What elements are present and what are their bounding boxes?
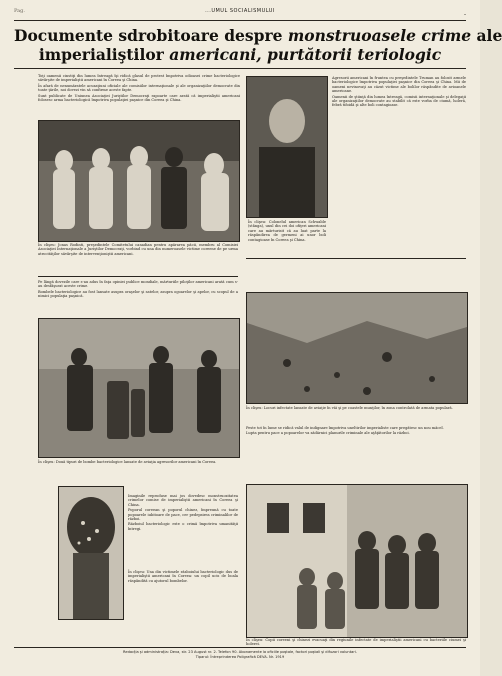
footer (20, 650, 460, 660)
photo-caption: În clişeu: Jonas Rodinti, preşedintele Comitetului canadian pentru apărarea păcii, membru al Comisiei Asociaţiei Internaţionale a Juriştilor Democraţi, vorbind cu una din numeroasele victime coreene de pe urma atrocităţilor săvârşite de intervenţioniştii americani. (38, 243, 238, 256)
photo-child-victim (58, 486, 124, 620)
photo-caption: În clişeu: Una din victimele războiului bacteriologic dus de imperialiştii americani în Coreea: un copil ucis de boala răspândită cu ajutorul bombelor. (128, 570, 238, 583)
photo-caption: În clişeu: Două tipuri de bombe bacteriologice lansate de aviaţia agresorilor americani în Coreea. (38, 460, 217, 464)
footer-line: Tiparul: Întreprinderea Poligrafică DEVA. Nr. 1919 (195, 655, 285, 659)
masthead: ...UMUL SOCIALISMULUI (205, 8, 275, 14)
headline-part: monstruoasele crime (287, 26, 472, 45)
column-rule (246, 258, 466, 259)
photo-victims-meeting (38, 120, 240, 242)
headline-part: americani, purtătorii teriologic (169, 45, 442, 64)
paragraph: Bombele bacteriologice au fost lansate asupra oraşelor şi satelor, asupra ogoarelor şi apelor, cu scopul de a nimici populaţia paşnică. (38, 289, 238, 299)
photo-bomb-containers (38, 318, 240, 458)
paragraph: Pe lângă dovezile care s-au adus în faţa opiniei publice mondiale, mărturiile piloţilor americani arată cum s-au desfăşurat aceste crime. (38, 280, 238, 289)
paragraph: Lupta pentru pace a popoarelor va zădărnici planurile criminale ale aţâţătorilor la război. (246, 431, 410, 436)
page-number: - (463, 11, 466, 18)
bottom-left-article (128, 494, 238, 564)
paragraph: Agresorii americani în fruntea cu preşedintele Truman au folosit armele bacteriologice împotriva populaţiei paşnice din Coreea şi China. Mii de oameni nevinovaţi au căzut victime ale bolilor răspândite de avioanele americane. (332, 76, 466, 94)
paragraph: Peste tot în lume se ridică valul de indignare împotriva uneltirilor imperialiste care pregătesc un nou măcel. (246, 426, 444, 430)
photo-caption: În clişeu: Locuri infectate lansate de aviaţie în văi şi pe coastele munţilor, în zona controlată de armata populară. (246, 406, 453, 410)
headline-part: imperialiştilor (38, 45, 164, 64)
bottom-right-article (246, 426, 466, 480)
paragraph: Imaginile reproduse mai jos dovedesc monstruozitatea crimelor comise de imperialiştii americani în Coreea şi China. (128, 494, 238, 507)
column-rule (38, 276, 238, 277)
photo-infected-ground (246, 292, 468, 404)
paragraph: În afară de nenumăratele acuzaţiuni oficiale ale comisiilor internaţionale şi ale organizaţiilor democrate din toate ţările, noi dovezi vin să confirme aceste fapte. (38, 83, 240, 93)
right-top-article (332, 76, 466, 254)
masthead-rule (14, 20, 466, 21)
headline-rule (14, 68, 466, 69)
paragraph: Toţi oamenii cinstiţi din lumea întreagă îşi ridică glasul de protest împotriva odioasei crime bacteriologice săvârşite de imperialiştii americani în Coreea şi China. (38, 74, 240, 83)
headline-part: ale (476, 26, 502, 45)
paragraph: Sunt publicate de Uniunea Asociaţiei Juriştilor Democraţi rapoarte care arată că imperialiştii americani folosesc arma bacteriologică împotriva populaţiei paşnice din Coreea şi China. (38, 93, 240, 103)
middle-article (38, 280, 238, 314)
corner-mark: Pag. (14, 8, 25, 14)
photo-caption: În clişeu: Copii coreeni şi chinezi evacuaţi din regiunile infectate de imperialiştii americani cu bacteriile ciumei şi holerei. (246, 638, 466, 647)
headline (14, 26, 502, 64)
photo-evacuated-children (246, 484, 468, 638)
intro-article (38, 74, 240, 120)
headline-part: Documente sdrobitoare despre (14, 26, 283, 45)
footer-rule (14, 647, 466, 648)
paragraph: Războiul bacteriologic este o crimă împotriva umanităţii întregi. (128, 522, 238, 531)
photo-caption: În clişeu: Colonelul american Schwable (stânga), unul din cei doi ofiţeri americani care au mărturisit că au luat parte la răspândirea de germeni ai unor boli contagioase în Coreea şi China. (248, 220, 326, 242)
footer-line: Redacţia şi administraţia: Deva, str. 23 August nr. 2. Telefon 90. Abonamente la oficiile poştale, factori poştali şi difuzori voluntari. (123, 650, 357, 654)
paragraph: Poporul coreean şi poporul chinez, împreună cu toate popoarele iubitoare de pace, cer pedepsirea criminalilor de război. (128, 508, 238, 522)
photo-officer (246, 76, 328, 218)
paragraph: Oamenii de ştiinţă din lumea întreagă, comisii internaţionale şi delegaţii ale organizaţiilor democrate au stabilit că este vorba de ciumă, holeră, febră tifoidă şi alte boli contagioase. (332, 94, 466, 108)
